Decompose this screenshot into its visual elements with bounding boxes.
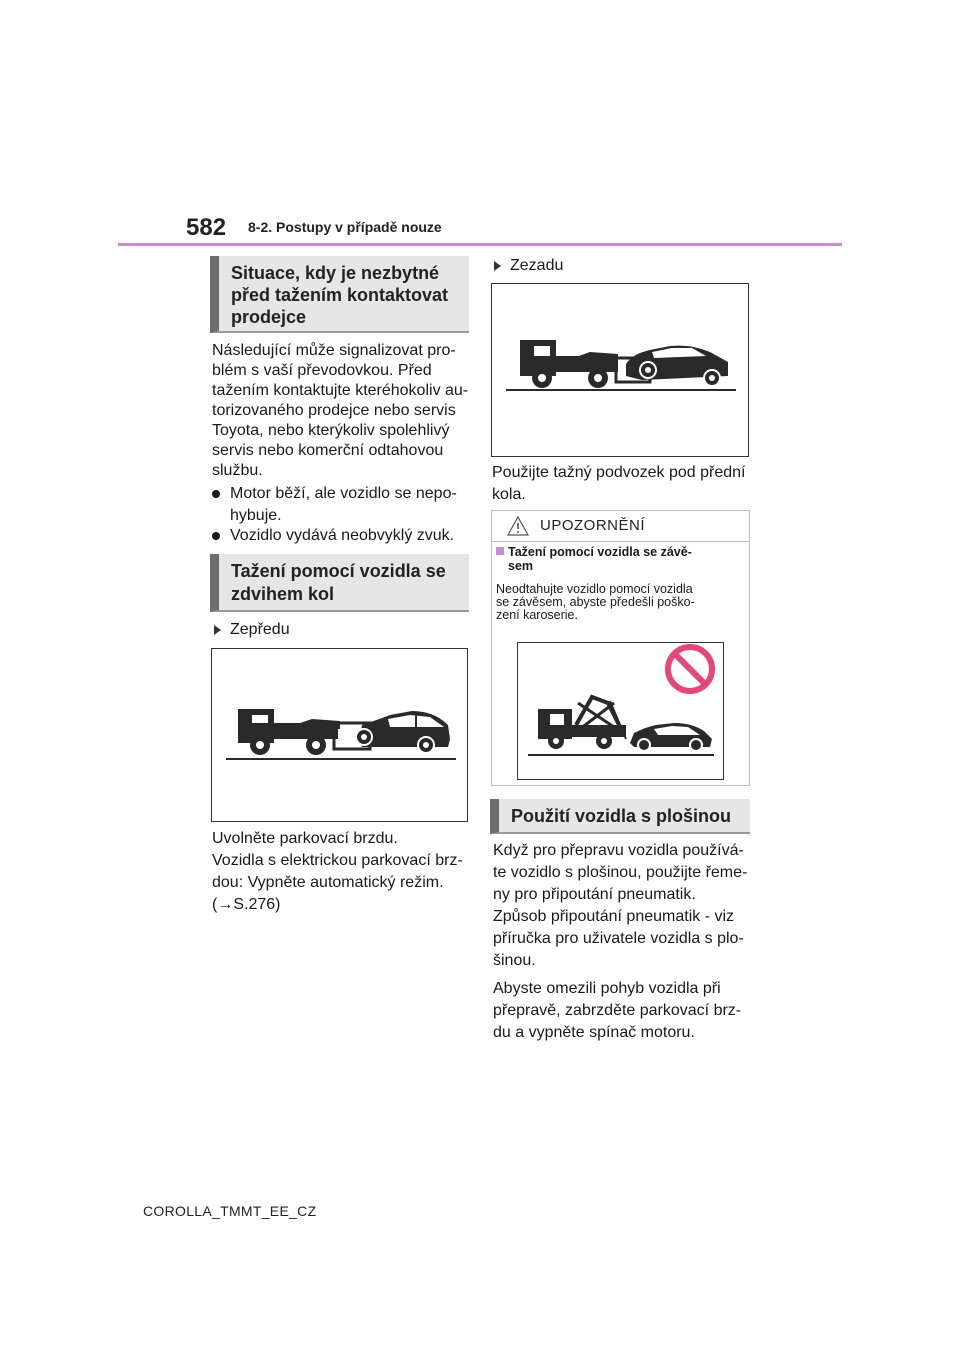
front-instructions [212,828,474,916]
text-line: Použijte tažný podvozek pod přední [492,464,746,481]
text-line: šinou. [493,952,536,969]
header-rule [118,243,842,246]
footer-code: COROLLA_TMMT_EE_CZ [143,1203,317,1219]
text-line: kola. [492,486,526,503]
figure-tow-rear [491,283,749,457]
text-line: přepravě, zabrzděte parkovací brz- [493,1002,742,1019]
text-line: blém s vaší převodovkou. Před [212,362,432,379]
tow-truck-rear-illustration [492,284,748,456]
heading-line: před tažením kontaktovat [231,285,449,305]
text-line: sem [508,559,534,573]
label-text: Zezadu [510,257,564,274]
caution-box [491,510,750,786]
text-line: Způsob připoutání pneumatik - viz [493,908,735,925]
text-line: hybuje. [230,507,282,524]
heading-situations [210,256,469,333]
text-line: příručka pro uživatele vozidla s plo- [493,930,744,947]
text-line: službu. [212,462,263,479]
page-number: 582 [186,214,227,241]
text-line: du a vypněte spínač motoru. [493,1024,695,1041]
text-line: torizovaného prodejce nebo servis [212,402,456,419]
arrow-right-icon [214,625,221,635]
heading-line: Situace, kdy je nezbytné [231,263,440,283]
heading-line: zdvihem kol [231,584,335,604]
sling-tow-illustration [518,643,723,779]
bullet-dot-icon [212,490,220,498]
text-line: dou: Vypněte automatický režim. [212,874,444,891]
text-line: Toyota, nebo kterýkoliv spolehlivý [212,422,450,439]
text-line: te vozidlo s plošinou, použijte řeme- [493,864,748,881]
text-line: Abyste omezili pohyb vozidla při [493,980,721,997]
text-line: Když pro přepravu vozidla používá- [493,842,744,859]
warning-triangle-icon [506,515,530,537]
intro-paragraph [212,341,472,481]
text-line: tažením kontaktujte kteréhokoliv au- [212,382,469,399]
text-line: zení karoserie. [496,608,578,622]
text-line: servis nebo komerční odtahovou [212,442,444,459]
text-line: Uvolněte parkovací brzdu. [212,830,398,847]
text-line: ny pro připoutání pneumatik. [493,886,696,903]
text-line: Tažení pomocí vozidla se závě- [508,545,692,559]
heading-line: prodejce [231,307,307,327]
text-line: Vozidlo vydává neobvyklý zvuk. [230,527,455,544]
caution-title: UPOZORNĚNÍ [540,517,646,534]
text-line: se závěsem, abyste předešli poško- [496,595,695,609]
square-bullet-icon [496,547,504,555]
bullet-item [212,525,472,547]
page-reference-link[interactable]: (→S.276) [212,896,281,913]
section-title: 8-2. Postupy v případě nouze [248,219,442,235]
text-line: Motor běží, ale vozidlo se nepo- [230,485,457,502]
text-line: Neodtahujte vozidlo pomocí vozidla [496,582,693,596]
rear-instructions [492,462,754,506]
text-line: Vozidla s elektrickou parkovací brz- [212,852,463,869]
figure-sling-tow-prohibited [517,642,724,780]
label-text: Zepředu [230,621,290,638]
flatbed-paragraph-2 [493,978,755,1044]
figure-tow-front [211,648,468,822]
tow-truck-front-illustration [212,649,467,821]
caution-text [496,583,741,622]
flatbed-paragraph [493,840,755,972]
text-line: Následující může signalizovat pro- [212,342,456,359]
caution-header [492,511,749,542]
bullet-dot-icon [212,532,220,540]
heading-line: Tažení pomocí vozidla se [231,561,446,581]
heading-flatbed [490,799,750,834]
arrow-right-icon [494,261,501,271]
bullet-item [212,483,472,527]
heading-line: Použití vozidla s plošinou [511,806,732,826]
heading-wheel-lift [210,554,469,612]
